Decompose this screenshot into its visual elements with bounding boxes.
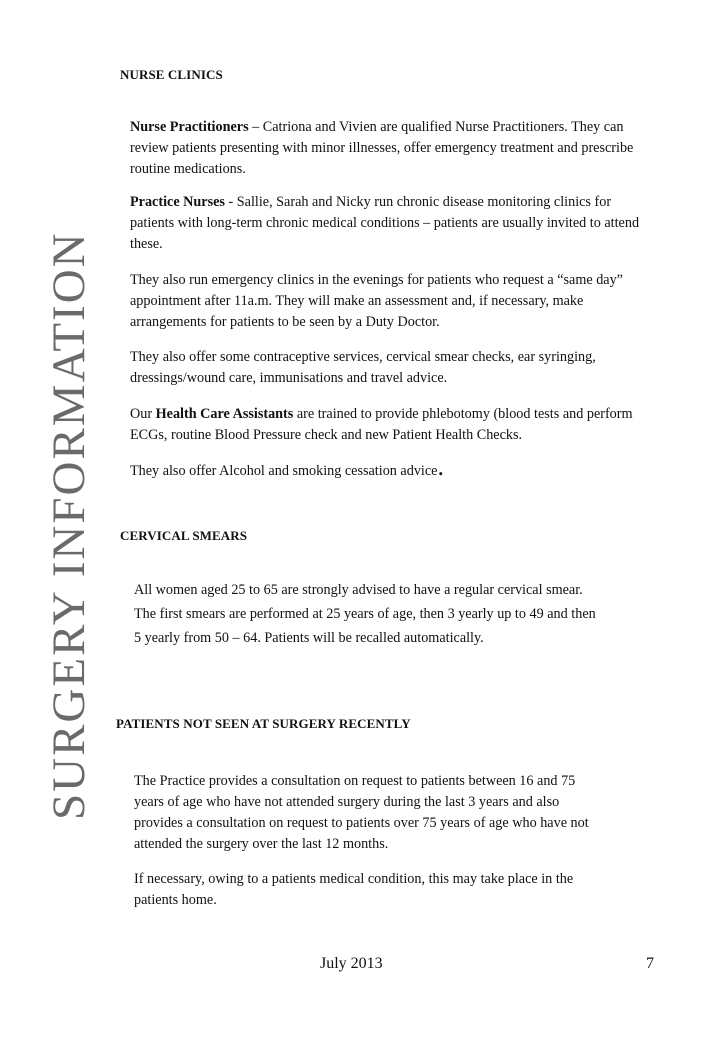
- practice-nurses-paragraph: [130, 192, 650, 255]
- smoking-cessation-period: .: [437, 452, 444, 481]
- consultation-paragraph: The Practice provides a consultation on request to patients between 16 and 75 years of age who have not attended surgery during the last 3 years and also provides a consultation on request to patients over 75 years of age who have not attended the surgery over the last 12 months.: [134, 773, 589, 852]
- cervical-smears-paragraph: All women aged 25 to 65 are strongly advised to have a regular cervical smear. The first smears are performed at 25 years of age, then 3 yearly up to 49 and then 5 yearly from 50 – 64. Patients will be recalled automatically.: [134, 582, 596, 646]
- nurse-practitioners-label: Nurse Practitioners: [130, 119, 249, 135]
- hca-prefix: Our: [130, 406, 156, 422]
- nurse-practitioners-paragraph: [130, 117, 650, 180]
- nurse-practitioners-text: – Catriona and Vivien are qualified Nurse Practitioners. They can review patients presenting with minor illnesses, offer emergency treatment and prescribe routine medications.: [130, 119, 634, 177]
- footer-date: July 2013: [320, 955, 383, 972]
- practice-nurses-label: Practice Nurses: [130, 194, 225, 210]
- nurse-clinics-heading: NURSE CLINICS: [120, 67, 223, 82]
- health-care-assistants-label: Health Care Assistants: [155, 406, 294, 422]
- hca-text: are trained to provide phlebotomy (blood tests and perform ECGs, routine Blood Pressure check and new Patient Health Checks.: [130, 406, 633, 443]
- home-visit-paragraph: If necessary, owing to a patients medical condition, this may take place in the patients home.: [134, 871, 574, 908]
- cervical-smears-heading: CERVICAL SMEARS: [120, 528, 248, 543]
- practice-nurses-text: - Sallie, Sarah and Nicky run chronic disease monitoring clinics for patients with long-term chronic medical conditions – patients are usually invited to attend these.: [130, 194, 640, 252]
- smoking-cessation-text: They also offer Alcohol and smoking cessation advice: [130, 463, 438, 479]
- page-number: 7: [646, 955, 654, 972]
- health-care-assistants-paragraph: [130, 404, 660, 446]
- side-title: SURGERY INFORMATION: [43, 231, 95, 820]
- emergency-clinics-paragraph: They also run emergency clinics in the evenings for patients who request a “same day” appointment after 11a.m. They will make an assessment and, if necessary, make arrangements for patients to be seen by a Duty Doctor.: [130, 272, 623, 330]
- contraceptive-services-paragraph: They also offer some contraceptive services, cervical smear checks, ear syringing, dressings/wound care, immunisations and travel advice.: [130, 349, 596, 386]
- patients-not-seen-heading: PATIENTS NOT SEEN AT SURGERY RECENTLY: [116, 716, 411, 731]
- smoking-cessation-paragraph: [130, 452, 650, 482]
